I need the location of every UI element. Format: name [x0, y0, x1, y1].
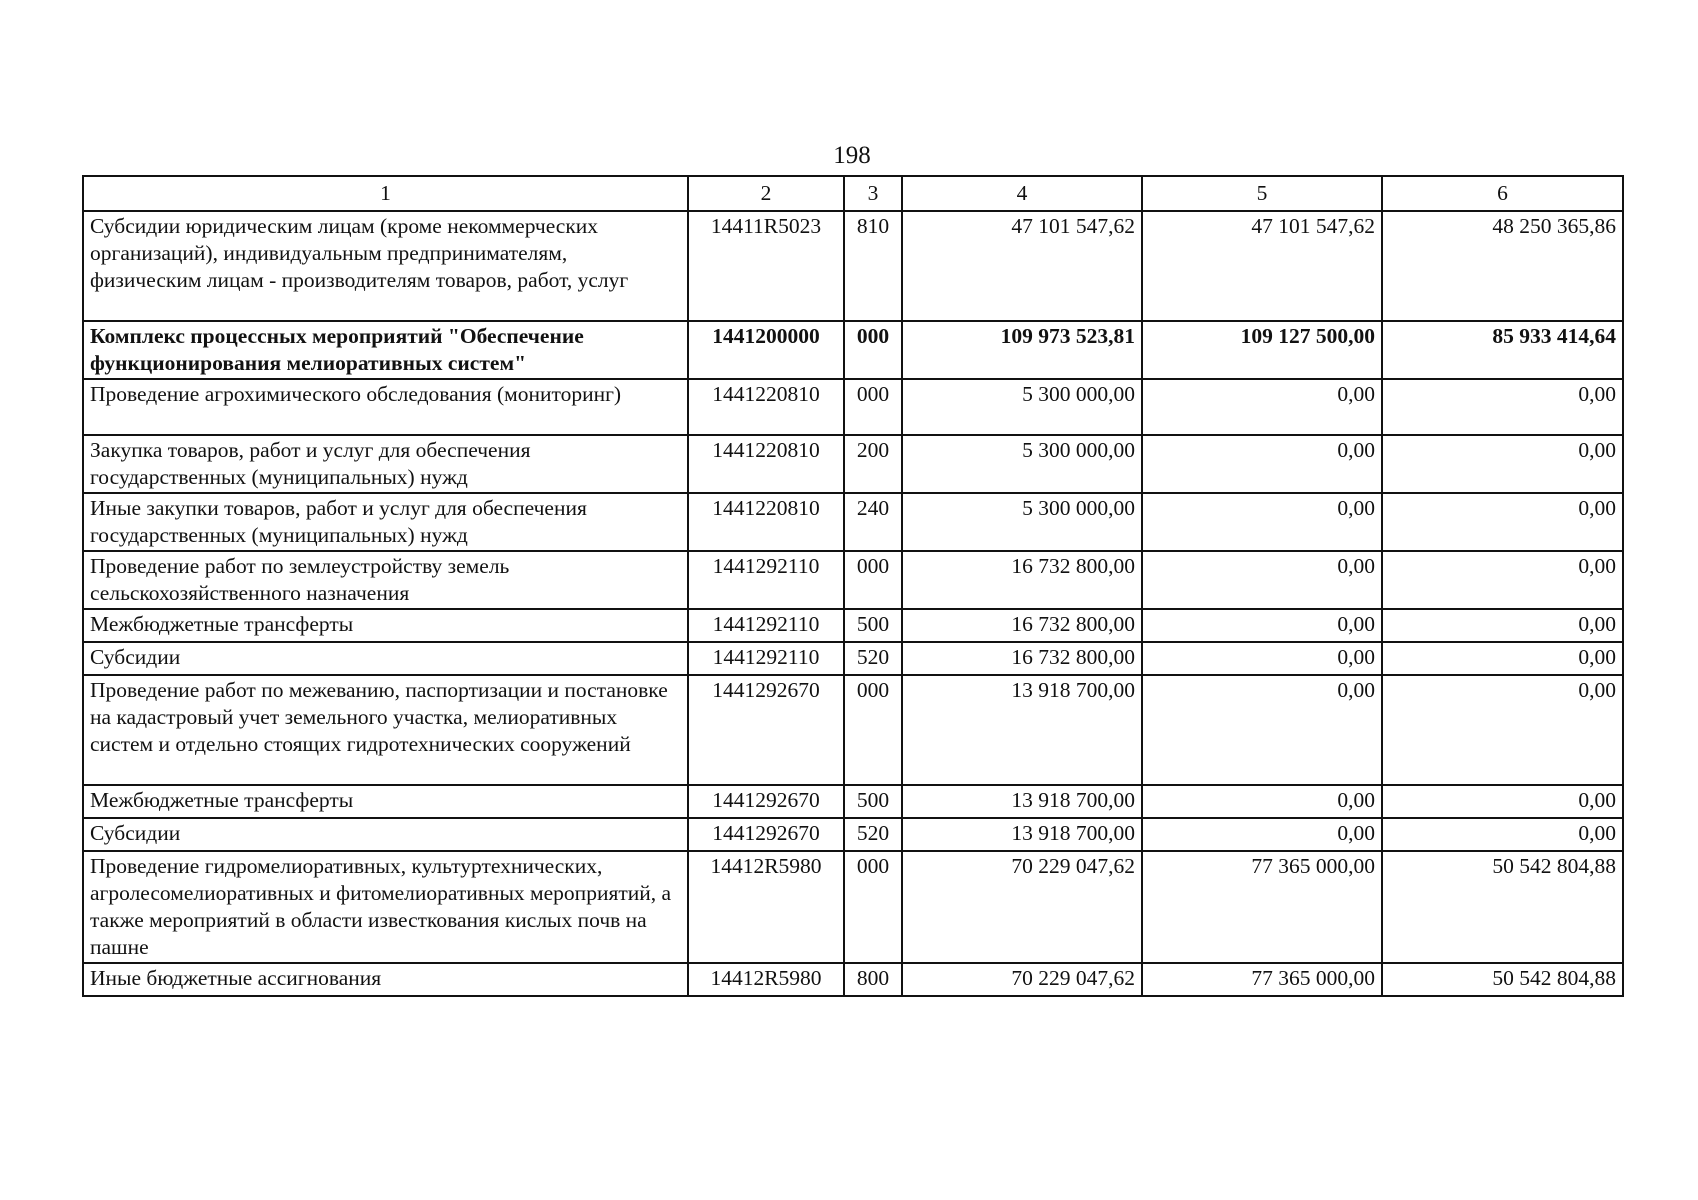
expense-type-code-cell: 000 — [844, 379, 902, 435]
amount-column-4-cell: 70 229 047,62 — [902, 963, 1142, 996]
amount-column-4-cell: 13 918 700,00 — [902, 818, 1142, 851]
row-name-cell: Субсидии юридическим лицам (кроме некоммерческих организаций), индивидуальным предпринимателям, физическим лицам - производителям товаров, работ, услуг — [83, 211, 688, 321]
target-article-code-cell: 1441220810 — [688, 493, 844, 551]
table-row — [83, 211, 1623, 321]
expense-type-code-cell: 520 — [844, 642, 902, 675]
column-header-3: 3 — [844, 176, 902, 211]
amount-column-6-cell: 85 933 414,64 — [1382, 321, 1623, 379]
table-row — [83, 851, 1623, 963]
target-article-code-cell: 1441292110 — [688, 551, 844, 609]
target-article-code-cell: 1441292110 — [688, 609, 844, 642]
expense-type-code-cell: 500 — [844, 785, 902, 818]
target-article-code-cell: 14412R5980 — [688, 963, 844, 996]
amount-column-5-cell: 109 127 500,00 — [1142, 321, 1382, 379]
amount-column-6-cell: 48 250 365,86 — [1382, 211, 1623, 321]
amount-column-6-cell: 50 542 804,88 — [1382, 963, 1623, 996]
expense-type-code-cell: 520 — [844, 818, 902, 851]
amount-column-4-cell: 5 300 000,00 — [902, 379, 1142, 435]
expense-type-code-cell: 810 — [844, 211, 902, 321]
table-row — [83, 493, 1623, 551]
amount-column-5-cell: 0,00 — [1142, 435, 1382, 493]
target-article-code-cell: 1441200000 — [688, 321, 844, 379]
column-number-header-row — [83, 176, 1623, 211]
expense-type-code-cell: 000 — [844, 321, 902, 379]
amount-column-4-cell: 16 732 800,00 — [902, 642, 1142, 675]
row-name-cell: Субсидии — [83, 642, 688, 675]
row-name-cell: Иные бюджетные ассигнования — [83, 963, 688, 996]
row-name-cell: Комплекс процессных мероприятий "Обеспечение функционирования мелиоративных систем" — [83, 321, 688, 379]
target-article-code-cell: 1441220810 — [688, 435, 844, 493]
amount-column-5-cell: 0,00 — [1142, 642, 1382, 675]
table-row — [83, 675, 1623, 785]
amount-column-5-cell: 0,00 — [1142, 675, 1382, 785]
table-row — [83, 321, 1623, 379]
amount-column-4-cell: 5 300 000,00 — [902, 435, 1142, 493]
target-article-code-cell: 1441292110 — [688, 642, 844, 675]
amount-column-5-cell: 0,00 — [1142, 493, 1382, 551]
expense-type-code-cell: 800 — [844, 963, 902, 996]
amount-column-5-cell: 0,00 — [1142, 785, 1382, 818]
amount-column-6-cell: 0,00 — [1382, 818, 1623, 851]
amount-column-4-cell: 47 101 547,62 — [902, 211, 1142, 321]
column-header-5: 5 — [1142, 176, 1382, 211]
table-row — [83, 551, 1623, 609]
amount-column-5-cell: 0,00 — [1142, 818, 1382, 851]
table-row — [83, 379, 1623, 435]
amount-column-5-cell: 0,00 — [1142, 551, 1382, 609]
expense-type-code-cell: 000 — [844, 551, 902, 609]
target-article-code-cell: 1441292670 — [688, 818, 844, 851]
table-row — [83, 642, 1623, 675]
amount-column-4-cell: 13 918 700,00 — [902, 675, 1142, 785]
amount-column-6-cell: 0,00 — [1382, 609, 1623, 642]
row-name-cell: Проведение работ по межеванию, паспортизации и постановке на кадастровый учет земельного участка, мелиоративных систем и отдельно стоящих гидротехнических сооружений — [83, 675, 688, 785]
amount-column-5-cell: 77 365 000,00 — [1142, 851, 1382, 963]
target-article-code-cell: 14412R5980 — [688, 851, 844, 963]
column-header-6: 6 — [1382, 176, 1623, 211]
expense-type-code-cell: 240 — [844, 493, 902, 551]
budget-table — [82, 175, 1624, 997]
amount-column-6-cell: 0,00 — [1382, 675, 1623, 785]
amount-column-4-cell: 16 732 800,00 — [902, 551, 1142, 609]
amount-column-6-cell: 50 542 804,88 — [1382, 851, 1623, 963]
column-header-1: 1 — [83, 176, 688, 211]
table-row — [83, 963, 1623, 996]
row-name-cell: Проведение работ по землеустройству земель сельскохозяйственного назначения — [83, 551, 688, 609]
column-header-4: 4 — [902, 176, 1142, 211]
amount-column-6-cell: 0,00 — [1382, 551, 1623, 609]
expense-type-code-cell: 200 — [844, 435, 902, 493]
amount-column-5-cell: 0,00 — [1142, 609, 1382, 642]
row-name-cell: Межбюджетные трансферты — [83, 609, 688, 642]
table-row — [83, 435, 1623, 493]
amount-column-4-cell: 13 918 700,00 — [902, 785, 1142, 818]
expense-type-code-cell: 000 — [844, 851, 902, 963]
column-header-2: 2 — [688, 176, 844, 211]
amount-column-4-cell: 109 973 523,81 — [902, 321, 1142, 379]
amount-column-6-cell: 0,00 — [1382, 379, 1623, 435]
target-article-code-cell: 14411R5023 — [688, 211, 844, 321]
table-row — [83, 609, 1623, 642]
amount-column-4-cell: 5 300 000,00 — [902, 493, 1142, 551]
amount-column-4-cell: 70 229 047,62 — [902, 851, 1142, 963]
row-name-cell: Межбюджетные трансферты — [83, 785, 688, 818]
row-name-cell: Закупка товаров, работ и услуг для обеспечения государственных (муниципальных) нужд — [83, 435, 688, 493]
row-name-cell: Субсидии — [83, 818, 688, 851]
expense-type-code-cell: 000 — [844, 675, 902, 785]
row-name-cell: Проведение агрохимического обследования (мониторинг) — [83, 379, 688, 435]
table-row — [83, 785, 1623, 818]
row-name-cell: Проведение гидромелиоративных, культуртехнических, агролесомелиоративных и фитомелиоративных мероприятий, а также мероприятий в области известкования кислых почв на пашне — [83, 851, 688, 963]
expense-type-code-cell: 500 — [844, 609, 902, 642]
amount-column-6-cell: 0,00 — [1382, 493, 1623, 551]
page-number: 198 — [833, 142, 871, 169]
amount-column-5-cell: 77 365 000,00 — [1142, 963, 1382, 996]
amount-column-6-cell: 0,00 — [1382, 642, 1623, 675]
row-name-cell: Иные закупки товаров, работ и услуг для обеспечения государственных (муниципальных) нужд — [83, 493, 688, 551]
target-article-code-cell: 1441292670 — [688, 675, 844, 785]
target-article-code-cell: 1441292670 — [688, 785, 844, 818]
target-article-code-cell: 1441220810 — [688, 379, 844, 435]
amount-column-5-cell: 47 101 547,62 — [1142, 211, 1382, 321]
amount-column-4-cell: 16 732 800,00 — [902, 609, 1142, 642]
table-row — [83, 818, 1623, 851]
amount-column-5-cell: 0,00 — [1142, 379, 1382, 435]
amount-column-6-cell: 0,00 — [1382, 785, 1623, 818]
amount-column-6-cell: 0,00 — [1382, 435, 1623, 493]
table-body — [83, 211, 1623, 996]
